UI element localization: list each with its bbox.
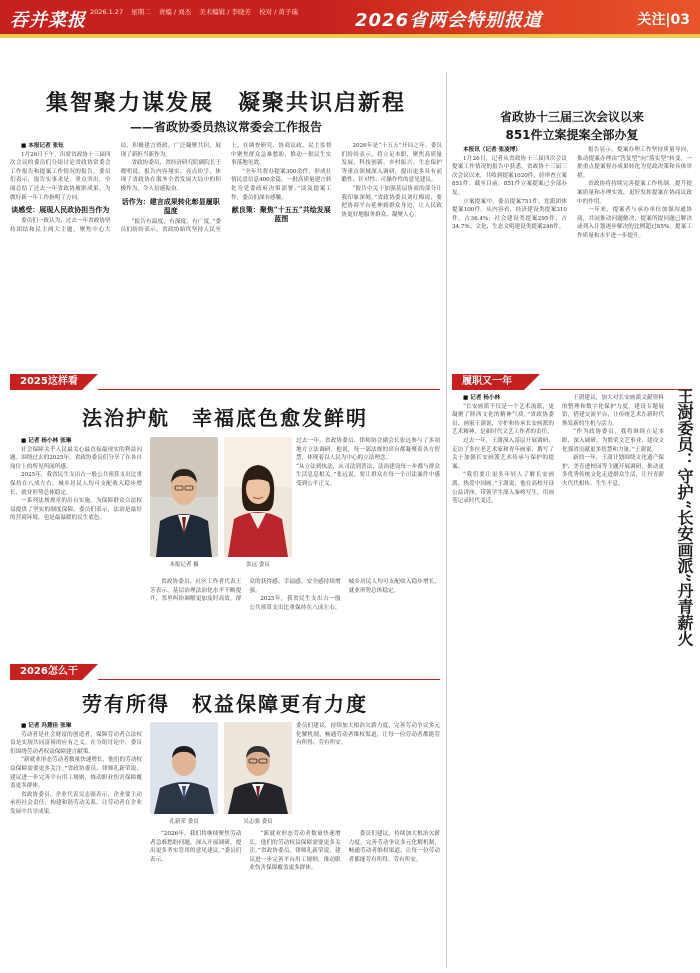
lead-paragraph: 2026年是“十五五”开局之年。委员们纷纷表示，将立足本职，聚焦高质量发展、科技创新、乡村振兴、生态保护等重点领域深入调研，提出更多具有前瞻性、针对性、可操作性的意见建议。 (341, 143, 442, 184)
article2-paragraph: 过去一年，省政协委员、律师协会副会长张远参与了多项地方立法调研。他说，每一部法规的出台都凝聚着各方智慧，体现着以人民为中心的立法理念。 (296, 438, 440, 462)
lead-subhead: 谈感受：展现人民政协担当作为 (11, 205, 110, 215)
right-top-article (452, 96, 692, 354)
article3-body-far (296, 722, 440, 828)
lead-subhead: 话作为：建言成果转化彰显履职温度 (121, 196, 220, 215)
article3-headline: 劳有所得 权益保障更有力度 (82, 692, 368, 716)
art-credit: 美术编辑 / 李晓芳 (199, 8, 251, 16)
article3-paragraph: “2026年，我们将继续聚焦劳动者急难愁盼问题，深入开展调研，提出更多务实管用的意见建议。”委员们表示。 (150, 831, 242, 863)
right-top-paragraph: 立案提案中，委员提案751件，党派团体提案100件。从内容看，经济建设类提案310件，占36.4%；社会建设类提案295件，占34.7%；文化、生态文明建设类提案246件。 (452, 198, 567, 231)
lead-paragraph: “全年共督办提案300余件，形成社情民意信息400余篇，一批高质量建言转化为党委政府决策部署。”谈及提案工作，委员们深有感触。 (231, 168, 332, 201)
article3-paragraph: 省政协委员、企业代表吴志强表示，企业要主动承担社会责任，构建和谐劳动关系，让劳动者在企业发展中共享成果。 (10, 791, 142, 815)
article3-paragraph: 委员们建议，持续加大根治欠薪力度，完善劳动争议多元化解机制，畅通劳动者维权渠道，让每一位劳动者都能劳有所得、劳有所安。 (296, 723, 440, 747)
check-credit: 校对 / 黄子瑞 (259, 8, 298, 16)
feature-paragraph: 新的一年，王澍计划围绕文化遗产保护、美育进校园等主题开展调研，推动更多优秀传统文化走进群众生活，让丹青薪火代代相传、生生不息。 (562, 455, 664, 487)
masthead (0, 0, 700, 56)
article2-body-right (150, 578, 440, 660)
special-report-title: 2026省两会特别报道 (355, 10, 543, 31)
right-top-paragraph: 一年来，提案者与承办单位加强沟通协商，共同推动问题解决，提案所提问题已解决或列入计划逐步解决的比例超过85%，提案工作质量和水平进一步提升。 (577, 207, 692, 239)
photo-delegate-wu (224, 722, 292, 814)
right-top-byline: 本报讯（记者 张凌博） (463, 147, 521, 153)
lead-paragraph: 1月26日下午，出席省政协十三届四次会议的委员们分组讨论省政协常委会工作报告和提案工作情况的报告。委员们表示，报告实事求是、重点突出，全面总结了过去一年省政协履职成果，为做好新一年工作指明了方向。 (10, 151, 111, 201)
photo-woman-delegate (224, 437, 292, 557)
portrait-man-image (150, 722, 218, 814)
photo-caption: 张远 委员 (246, 562, 270, 568)
article3-paragraph: 劳动者是社会财富的创造者，保障劳动者合法权益是实现共同富裕的应有之义。在分组讨论中，委员们围绕劳动者权益保障建言献策。 (10, 731, 142, 755)
issue-date: 2026.1.27 (90, 8, 124, 16)
section-banner-line (98, 679, 440, 680)
right-top-paragraph: 省政协将持续完善提案工作机制，提升提案质量和办理实效，更好发挥提案在协商议政中的作用。 (577, 181, 692, 205)
article2-body-left (10, 437, 142, 661)
right-top-paragraph: 1月26日，记者从省政协十三届四次会议提案工作情况的报告中获悉，省政协十三届三次会议以来，共收到提案1020件，经审查立案851件。截至目前，851件立案提案已全部办复。 (452, 155, 567, 196)
lead-byline: ■ 本报记者 张钰 (21, 143, 64, 149)
column-divider (446, 72, 447, 968)
lead-paragraph: “报告中关于加强基层协商的部分让我印象深刻。”省政协委员刘红梅说，要把协商平台延伸到群众身边，让人民政协更好地服务群众、凝聚人心。 (341, 185, 442, 218)
article2-paragraph: “从立法到执法，从司法到普法，法治建设每一步都与群众生活息息相关。”张远说，要让群众在每一个司法案件中感受到公平正义。 (296, 463, 440, 487)
portrait-woman-image (224, 437, 292, 557)
article3-byline: ■ 记者 冯慧佳 张琳 (21, 723, 72, 729)
feature-paragraph: 过去一年，王澍深入基层开展调研，走访了多位老艺术家和青年画家，撰写了关于加强长安画派艺术传承与保护的提案。 (452, 437, 554, 470)
editor-credit: 责编 / 刘杰 (158, 8, 192, 16)
section-banner-line (98, 389, 440, 390)
article3-paragraph: “新就业形态劳动者数量快速增长，他们的劳动权益保障需要更多关注。”省政协委员、律师孔新荣说，建议进一步完善平台用工规则，推动职业伤害保障覆盖更多群体。 (10, 757, 142, 790)
section-banner-2026: 2026怎么干 (10, 664, 82, 680)
article2-paragraph: 一系列法规规章的出台实施，为保障群众合法权益提供了坚实的制度保障。委员们表示，法治是最好的营商环境，也是最温暖的民生底色。 (10, 498, 142, 522)
lead-body (10, 142, 442, 368)
article2-paragraph: 省政协委员、社区工作者代表王芳表示，基层治理法治化水平不断提升，邻里纠纷调解更加及时高效，群众的获得感、幸福感、安全感持续增强。 (150, 579, 341, 603)
issue-weekday: 星期二 (131, 8, 151, 16)
right-top-body (452, 146, 692, 396)
newspaper-logo: 吞并菜报 (10, 10, 86, 31)
article2-headline: 法治护航 幸福底色愈发鲜明 (82, 406, 368, 430)
lead-paragraph: 省政协委员、省经济研究院副院长王晓明说，报告内容翔实、亮点纷呈，体现了省政协在服务全省发展大局中的积极作为，令人倍感振奋。 (120, 160, 222, 192)
portrait-man-image (224, 722, 292, 814)
lead-subhead: 献良策：聚焦“十五五”共绘发展蓝图 (231, 205, 331, 224)
article2-paragraph: 2025年，我省民生支出占一般公共预算支出比重保持在八成左右，城乡居民人均可支配收入稳步增长，就业形势总体稳定。 (10, 472, 142, 496)
right-top-paragraph: 报告显示，提案办理工作坚持质量导向，推动提案办理由“答复型”向“落实型”转变，一批重点提案督办成果转化为党政决策和具体举措。 (577, 147, 692, 179)
portrait-man-image (150, 437, 218, 557)
article3-paragraph: 委员们建议，持续加大根治欠薪力度，完善劳动争议多元化解机制，畅通劳动者维权渠道，让每一位劳动者都能劳有所得、劳有所安。 (348, 831, 440, 863)
article3-body-right (150, 830, 440, 968)
photo-caption: 本报记者 摄 (169, 562, 199, 568)
right-top-headline-line2: 851件立案提案全部办复 (505, 128, 639, 142)
feature-paragraph: 王澍建议，加大对长安画派文献资料的整理和数字化保护力度，建设专题展馆，搭建交流平台，让传统艺术在新时代焕发新的生机与活力。 (562, 395, 664, 427)
right-top-headline-line1: 省政协十三届三次会议以来 (499, 110, 644, 124)
lead-article (10, 68, 442, 370)
masthead-rule (0, 34, 700, 38)
article2-byline: ■ 记者 杨小林 张琳 (21, 438, 72, 444)
feature-paragraph: “作为政协委员，我将继续立足本职，深入调研，为繁荣文艺事业、建设文化强省贡献更多智慧和力量。”王澍说。 (562, 429, 664, 453)
page-label: 关注|03 (637, 12, 690, 28)
article3-paragraph: “新就业形态劳动者数量快速增长，他们的劳动权益保障需要更多关注。”省政协委员、律师孔新荣说，建议进一步完善平台用工规则，推动职业伤害保障覆盖更多群体。 (249, 831, 341, 872)
lead-headline: 集智聚力谋发展 凝聚共识启新程 (45, 90, 406, 116)
section-banner-line (540, 389, 692, 390)
photo-caption: 孔新荣 委员 (169, 819, 199, 825)
section-banner-2025: 2025这样看 (10, 374, 82, 390)
article2-paragraph: 2025年，我省民生支出占一般公共预算支出比重保持在八成左右，城乡居民人均可支配收入稳步增长，就业形势总体稳定。 (249, 579, 440, 611)
feature-body (452, 394, 664, 968)
feature-byline: ■ 记者 杨小林 (463, 395, 501, 401)
feature-paragraph: “长安画派不仅是一个艺术流派，更凝聚了陕西文化的精神气质。”省政协委员、画家王澍说，守护和传承长安画派的艺术精神，是新时代文艺工作者的责任。 (452, 403, 554, 436)
photo-delegate-kong (150, 722, 218, 814)
photo-caption: 吴志强 委员 (243, 819, 273, 825)
lead-paragraph: “报告有温度、有深度、有广度。”委员们纷纷表示，省政协始终坚持人民至上，在调查研究、协商议政、民主监督中聚焦群众急难愁盼，推动一批民生实事落地见效。 (120, 143, 332, 234)
lead-subheadline: ——省政协委员热议常委会工作报告 (130, 120, 323, 134)
photo-man-delegate (150, 437, 218, 557)
article2-body-far (296, 437, 440, 577)
feature-paragraph: “我们要让更多年轻人了解长安画派、热爱中国画。”王澍说，他在高校开设公益讲座，带领学生深入秦岭写生，用画笔记录时代变迁。 (452, 472, 554, 505)
lead-paragraph: 委员们一致认为，过去一年省政协坚持团结和民主两大主题，聚焦中心大局，积极建言资政，广泛凝聚共识，展现了新担当新作为。 (10, 143, 221, 233)
article2-paragraph: 社会保障关乎人民最关心最直接最现实的利益问题。围绕过去的2025年，省政协委员们分享了在各自岗位上的所见所闻所感。 (10, 446, 142, 470)
section-banner-duty: 履职又一年 (452, 374, 524, 390)
feature-vertical-headline: 王澍委员：守护“长安画派”丹青薪火 (675, 388, 694, 647)
article3-body-left (10, 722, 142, 968)
masthead-meta (90, 7, 304, 16)
